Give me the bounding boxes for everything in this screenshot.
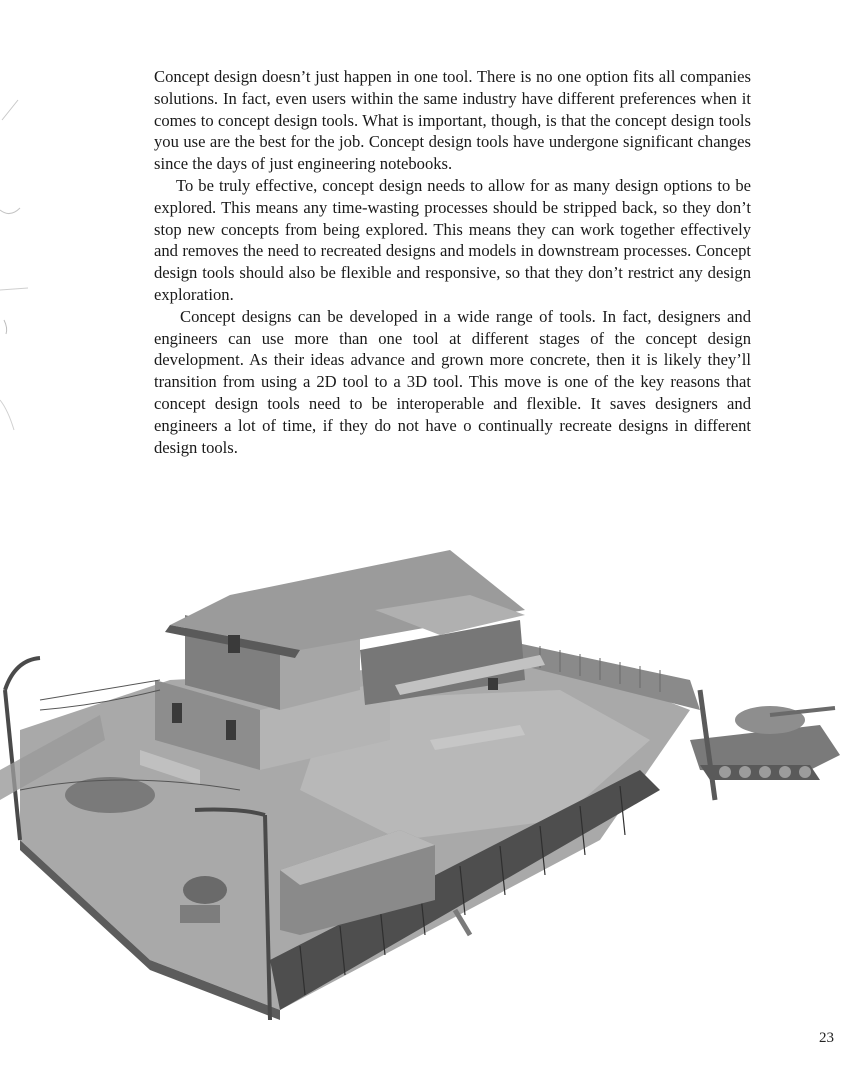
page-number: 23: [819, 1030, 834, 1046]
margin-sketch-decoration: [0, 90, 40, 450]
3d-house-render-image: [0, 540, 864, 1030]
paragraph-3: Concept designs can be developed in a wide range of tools. In fact, designers and engineers can use more than one tool at different stages of the concept design development. As their ideas advance and grown more concrete, then it is likely they’ll transition from using a 2D tool to a 3D tool. This move is one of the key reasons that concept design tools need to be interoperable and flexible. It saves designers and engineers a lot of time, if they do not have o continually recreate designs in different design tools.: [154, 306, 751, 457]
paragraph-2: To be truly effective, concept design needs to allow for as many design options to be explored. This means any time-wasting processes should be stripped back, so they don’t stop new concepts from being explored. This means they can work together effectively and removes the need to recreated designs and models in downstream processes. Concept design tools should also be flexible and responsive, so that they don’t restrict any design exploration.: [154, 175, 751, 304]
body-text: [154, 66, 751, 458]
paragraph-1: Concept design doesn’t just happen in one tool. There is no one option fits all companies solutions. In fact, even users within the same industry have different preferences when it comes to concept design tools. What is important, though, is that the concept design tools you use are the best for the job. Concept design tools have undergone significant changes since the days of just engineering notebooks.: [154, 67, 751, 174]
